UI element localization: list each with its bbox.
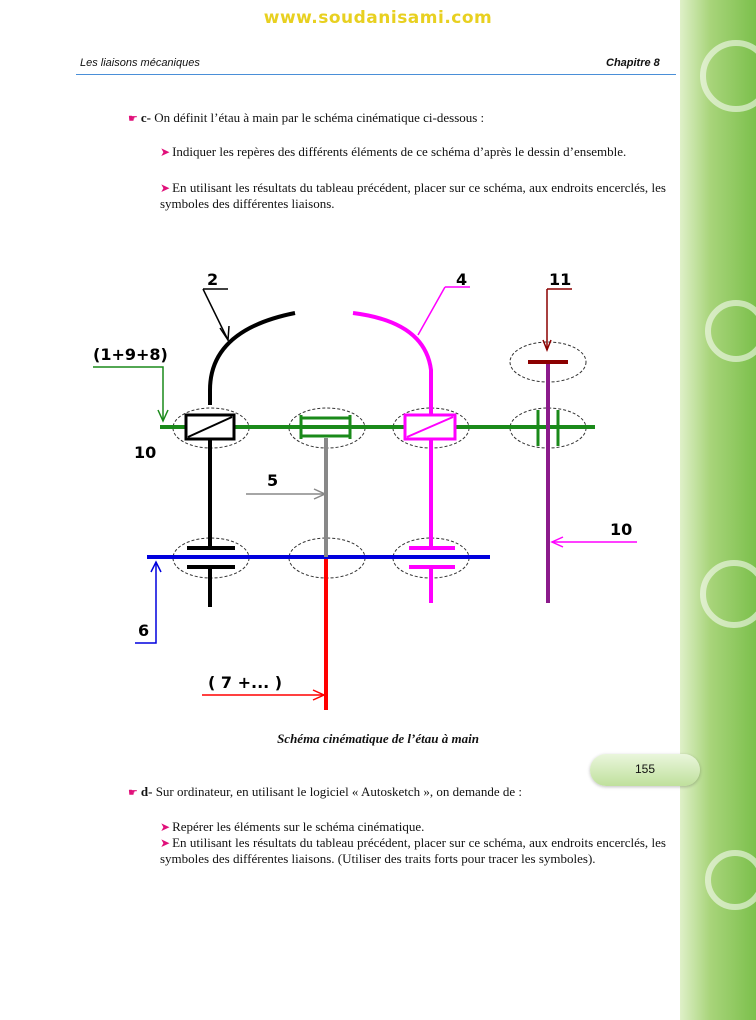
- label-group-1-9-8: (1+9+8): [93, 345, 168, 364]
- header-title: Les liaisons mécaniques: [80, 57, 200, 69]
- section-c-item2-text: En utilisant les résultats du tableau précédent, placer sur ce schéma, aux endroits encerclés, les symboles des différentes liaisons.: [160, 180, 666, 211]
- arrow-bullet-icon: ➤: [160, 181, 171, 195]
- pointing-hand-icon: ☛: [128, 787, 138, 799]
- label-part6: 6: [138, 621, 150, 640]
- section-d-label: d-: [140, 784, 153, 799]
- site-url: www.soudanisami.com: [263, 8, 493, 28]
- part4-arc: [353, 313, 431, 415]
- section-c-item1-text: Indiquer les repères des différents éléments de ce schéma d’après le dessin d’ensemble.: [172, 144, 627, 159]
- part2-arc: [210, 313, 295, 405]
- section-d-intro-text: Sur ordinateur, en utilisant le logiciel « Autosketch », on demande de :: [155, 784, 522, 799]
- section-c-label: c-: [140, 110, 151, 125]
- section-c-intro-text: On définit l’étau à main par le schéma cinématique ci-dessous :: [154, 110, 485, 125]
- leader-2: [203, 289, 228, 340]
- label-part10-right: 10: [610, 520, 633, 539]
- leader-4: [418, 287, 445, 335]
- arrow-bullet-icon: ➤: [160, 145, 171, 159]
- label-part10-left: 10: [134, 443, 157, 462]
- section-d-item1: [160, 819, 666, 835]
- section-d-item2-text: En utilisant les résultats du tableau précédent, placer sur ce schéma, aux endroits encerclés, les symboles des différentes liaisons. (Utiliser des traits forts pour tracer les symboles).: [160, 835, 666, 866]
- arrow-bullet-icon: ➤: [160, 836, 171, 850]
- section-d-item2: [160, 835, 666, 867]
- leader-1-9-8: [93, 367, 163, 421]
- section-d-item1-text: Repérer les éléments sur le schéma cinématique.: [172, 819, 425, 834]
- arrow-bullet-icon: ➤: [160, 820, 171, 834]
- diagram-caption: Schéma cinématique de l’étau à main: [277, 731, 479, 746]
- header-chapter: Chapitre 8: [606, 57, 660, 69]
- section-d-intro: [128, 784, 688, 801]
- label-part2: 2: [207, 270, 219, 289]
- page-number: 155: [634, 762, 656, 776]
- label-part4: 4: [456, 270, 468, 289]
- pointing-hand-icon: ☛: [128, 113, 138, 125]
- label-part11: 11: [549, 270, 572, 289]
- label-group-7: ( 7 +... ): [208, 673, 283, 692]
- label-part5: 5: [267, 471, 279, 490]
